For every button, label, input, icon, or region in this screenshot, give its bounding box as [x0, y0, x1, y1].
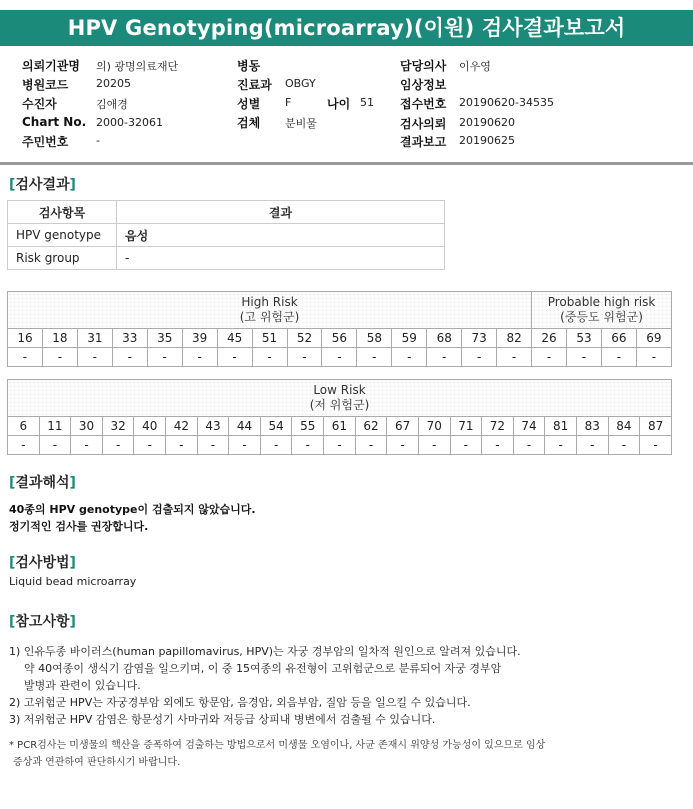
hpv-result-cell: -	[640, 436, 672, 455]
hpv-result-cell: -	[252, 348, 287, 367]
patient-info-panel	[0, 48, 693, 165]
hpv-type-cell: 83	[576, 417, 608, 436]
reference-line-2: 약 40여종이 생식기 감염을 일으키며, 이 중 15여종의 유전형이 고위험군으로 분류되어 자궁 경부암	[24, 662, 502, 675]
hpv-type-cell: 55	[292, 417, 324, 436]
section-title-result-text: 검사결과	[15, 177, 70, 193]
table-row	[8, 247, 445, 270]
request-label: 검사의뢰	[400, 117, 447, 131]
hpv-result-cell: -	[324, 436, 356, 455]
hpv-result-cell: -	[182, 348, 217, 367]
hpv-type-cell: 53	[567, 329, 602, 348]
hpv-type-cell: 42	[166, 417, 198, 436]
report-date-label: 결과보고	[400, 135, 447, 149]
sex-value: F	[285, 96, 292, 109]
row-result: 음성	[117, 224, 445, 247]
hpv-result-cell: -	[147, 348, 182, 367]
hpv-result-cell: -	[8, 348, 43, 367]
hpv-result-cell: -	[387, 436, 419, 455]
section-title-reference: [참고사항]	[9, 614, 76, 630]
hpv-type-cell: 35	[147, 329, 182, 348]
patient-value: 김애경	[96, 98, 128, 111]
hpv-type-cell: 69	[636, 329, 671, 348]
hpv-type-cell: 67	[387, 417, 419, 436]
hpv-type-cell: 68	[427, 329, 462, 348]
hpv-result-cell: -	[42, 348, 77, 367]
hpv-type-cell: 56	[322, 329, 357, 348]
hpv-type-cell: 58	[357, 329, 392, 348]
hpv-result-cell: -	[450, 436, 482, 455]
low-risk-header-en: Low Risk	[313, 383, 366, 397]
hpv-type-cell: 31	[77, 329, 112, 348]
hpv-result-cell: -	[229, 436, 261, 455]
hospital-value: 의) 광명의료재단	[96, 60, 179, 73]
col-result-header: 결과	[117, 201, 445, 224]
hospital-label: 의뢰기관명	[22, 59, 80, 73]
hpv-result-cell: -	[392, 348, 427, 367]
high-risk-results-row	[8, 348, 672, 367]
pcr-note	[9, 737, 659, 771]
age-label: 나이	[327, 97, 351, 111]
chart-value: 2000-32061	[96, 116, 163, 129]
row-item: HPV genotype	[8, 224, 117, 247]
row-item: Risk group	[8, 247, 117, 270]
hpv-type-cell: 16	[8, 329, 43, 348]
hpv-result-cell: -	[418, 436, 450, 455]
sex-label: 성별	[237, 97, 261, 111]
pcr-note-line-1: * PCR검사는 미생물의 핵산을 증폭하여 검출하는 방법으로서 미생물 오염이나, 사균 존재시 위양성 가능성이 있으므로 임상	[9, 740, 546, 751]
reference-line-4: 2) 고위험군 HPV는 자궁경부암 외에도 항문암, 음경암, 외음부암, 질암 등을 일으킬 수 있습니다.	[9, 696, 471, 709]
hpv-type-cell: 44	[229, 417, 261, 436]
hpv-result-cell: -	[71, 436, 103, 455]
high-risk-header-ko: (고 위험군)	[239, 310, 300, 324]
section-title-interpretation-text: 결과해석	[15, 475, 70, 491]
hpv-type-cell: 72	[482, 417, 514, 436]
rrn-label: 주민번호	[22, 135, 69, 149]
hpv-result-cell: -	[567, 348, 602, 367]
section-title-result: [검사결과]	[9, 177, 76, 193]
hpv-result-cell: -	[576, 436, 608, 455]
hpv-type-cell: 59	[392, 329, 427, 348]
hpv-type-cell: 43	[197, 417, 229, 436]
probable-risk-header-en: Probable high risk	[547, 295, 656, 309]
section-title-reference-text: 참고사항	[15, 614, 70, 630]
clinical-label: 임상정보	[400, 78, 447, 92]
hpv-result-cell: -	[513, 436, 545, 455]
hpv-result-cell: -	[39, 436, 71, 455]
hpv-type-cell: 39	[182, 329, 217, 348]
hpv-type-cell: 18	[42, 329, 77, 348]
low-risk-header	[8, 380, 672, 417]
hpv-type-cell: 51	[252, 329, 287, 348]
result-table	[7, 200, 445, 270]
hpv-result-cell: -	[427, 348, 462, 367]
section-title-interpretation: [결과해석]	[9, 475, 76, 491]
interpretation-line-1: 40종의 HPV genotype이 검출되지 않았습니다.	[9, 503, 256, 516]
patient-label: 수진자	[22, 97, 57, 111]
chart-label: Chart No.	[22, 115, 87, 129]
high-risk-types-row	[8, 329, 672, 348]
hpv-type-cell: 87	[640, 417, 672, 436]
interpretation-line-2: 정기적인 검사를 권장합니다.	[9, 520, 149, 533]
hpv-result-cell: -	[545, 436, 577, 455]
code-value: 20205	[96, 77, 131, 90]
request-value: 20190620	[459, 116, 515, 129]
low-risk-results-row	[8, 436, 672, 455]
reference-line-3: 발병과 관련이 있습니다.	[24, 679, 141, 692]
hpv-type-cell: 62	[355, 417, 387, 436]
hpv-result-cell: -	[482, 436, 514, 455]
doctor-value: 이우영	[459, 60, 491, 73]
hpv-type-cell: 66	[601, 329, 636, 348]
hpv-result-cell: -	[497, 348, 532, 367]
receipt-label: 접수번호	[400, 97, 447, 111]
receipt-value: 20190620-34535	[459, 96, 554, 109]
reference-line-5: 3) 저위험군 HPV 감염은 항문성기 사마귀와 저등급 상피내 병변에서 검출될 수 있습니다.	[9, 713, 436, 726]
hpv-type-cell: 11	[39, 417, 71, 436]
dept-value: OBGY	[285, 77, 316, 90]
hpv-type-cell: 32	[102, 417, 134, 436]
hpv-type-cell: 26	[532, 329, 567, 348]
reference-line-1: 1) 인유두종 바이러스(human papillomavirus, HPV)는 자궁 경부암의 일차적 원인으로 알려져 있습니다.	[9, 645, 521, 658]
table-row	[8, 224, 445, 247]
hpv-type-cell: 61	[324, 417, 356, 436]
probable-risk-header-ko: (중등도 위험군)	[560, 310, 643, 324]
hpv-result-cell: -	[357, 348, 392, 367]
low-risk-header-ko: (저 위험군)	[309, 398, 370, 412]
hpv-result-cell: -	[112, 348, 147, 367]
low-risk-table	[7, 379, 672, 455]
hpv-type-cell: 71	[450, 417, 482, 436]
hpv-type-cell: 40	[134, 417, 166, 436]
hpv-result-cell: -	[260, 436, 292, 455]
hpv-result-cell: -	[322, 348, 357, 367]
hpv-type-cell: 54	[260, 417, 292, 436]
result-table-header	[8, 201, 445, 224]
hpv-type-cell: 52	[287, 329, 322, 348]
hpv-type-cell: 70	[418, 417, 450, 436]
specimen-label: 검체	[237, 116, 261, 130]
hpv-type-cell: 84	[608, 417, 640, 436]
age-value: 51	[360, 96, 374, 109]
section-title-method-text: 검사방법	[15, 555, 70, 571]
hpv-type-cell: 6	[8, 417, 40, 436]
doctor-label: 담당의사	[400, 59, 447, 73]
hpv-result-cell: -	[166, 436, 198, 455]
hpv-type-cell: 33	[112, 329, 147, 348]
rrn-value: -	[96, 134, 100, 147]
code-label: 병원코드	[22, 78, 69, 92]
hpv-result-cell: -	[197, 436, 229, 455]
probable-risk-header	[532, 292, 672, 329]
hpv-result-cell: -	[287, 348, 322, 367]
specimen-value: 분비물	[285, 117, 317, 130]
report-title: HPV Genotyping(microarray)(이원) 검사결과보고서	[0, 10, 693, 46]
hpv-type-cell: 74	[513, 417, 545, 436]
hpv-type-cell: 81	[545, 417, 577, 436]
hpv-result-cell: -	[292, 436, 324, 455]
dept-label: 진료과	[237, 78, 272, 92]
row-result: -	[117, 247, 445, 270]
high-risk-table	[7, 291, 672, 367]
high-risk-header-en: High Risk	[241, 295, 298, 309]
hpv-result-cell: -	[355, 436, 387, 455]
hpv-result-cell: -	[636, 348, 671, 367]
hpv-result-cell: -	[601, 348, 636, 367]
hpv-result-cell: -	[217, 348, 252, 367]
report-date-value: 20190625	[459, 134, 515, 147]
col-item-header: 검사항목	[8, 201, 117, 224]
hpv-result-cell: -	[102, 436, 134, 455]
hpv-type-cell: 82	[497, 329, 532, 348]
hpv-type-cell: 73	[462, 329, 497, 348]
method-text: Liquid bead microarray	[9, 575, 137, 588]
hpv-result-cell: -	[608, 436, 640, 455]
section-title-method: [검사방법]	[9, 555, 76, 571]
hpv-result-cell: -	[77, 348, 112, 367]
ward-label: 병동	[237, 59, 261, 73]
hpv-result-cell: -	[8, 436, 40, 455]
hpv-result-cell: -	[532, 348, 567, 367]
hpv-type-cell: 30	[71, 417, 103, 436]
hpv-result-cell: -	[462, 348, 497, 367]
low-risk-types-row	[8, 417, 672, 436]
pcr-note-line-2: 증상과 연관하여 판단하시기 바랍니다.	[13, 757, 181, 768]
hpv-result-cell: -	[134, 436, 166, 455]
high-risk-header	[8, 292, 532, 329]
hpv-type-cell: 45	[217, 329, 252, 348]
